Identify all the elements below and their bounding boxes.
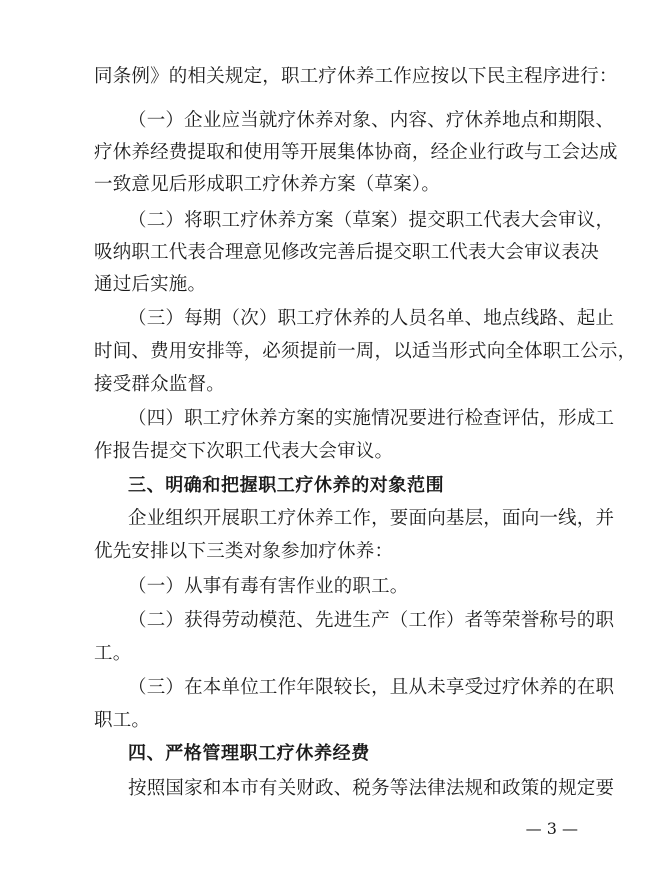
text-line: （一）从事有毒有害作业的职工。: [128, 576, 409, 597]
text-line: 工。: [94, 643, 132, 664]
text-line: （一）企业应当就疗休养对象、内容、疗休养地点和期限、: [128, 110, 615, 131]
text-line: （二）将职工疗休养方案（草案）提交职工代表大会审议，: [128, 210, 615, 231]
text-line: 优先安排以下三类对象参加疗休养：: [94, 541, 394, 562]
text-line: 接受群众监督。: [94, 374, 225, 395]
page-number: — 3 —: [525, 819, 578, 838]
text-line: 时间、费用安排等，必须提前一周，以适当形式向全体职工公示，: [94, 341, 637, 362]
text-line: （四）职工疗休养方案的实施情况要进行检查评估，形成工: [128, 408, 615, 429]
text-line: 一致意见后形成职工疗休养方案（草案）。: [94, 174, 441, 195]
text-line: （三）在本单位工作年限较长，且从未享受过疗休养的在职: [128, 677, 615, 698]
text-line: 职工。: [94, 710, 151, 731]
text-line: 按照国家和本市有关财政、税务等法律法规和政策的规定要: [128, 778, 615, 799]
text-line: 企业组织开展职工疗休养工作，要面向基层，面向一线，并: [128, 508, 615, 529]
text-line: 作报告提交下次职工代表大会审议。: [94, 441, 394, 462]
text-line: 疗休养经费提取和使用等开展集体协商，经企业行政与工会达成: [94, 142, 618, 163]
text-line: （二）获得劳动模范、先进生产（工作）者等荣誉称号的职: [128, 610, 615, 631]
text-line: （三）每期（次）职工疗休养的人员名单、地点线路、起止: [128, 308, 615, 329]
text-line: 通过后实施。: [94, 274, 207, 295]
section-heading: 四、严格管理职工疗休养经费: [128, 743, 370, 764]
section-heading: 三、明确和把握职工疗休养的对象范围: [128, 475, 445, 496]
text-line: 吸纳职工代表合理意见修改完善后提交职工代表大会审议表决: [94, 242, 599, 263]
text-line: 同条例》的相关规定，职工疗休养工作应按以下民主程序进行：: [94, 66, 618, 87]
